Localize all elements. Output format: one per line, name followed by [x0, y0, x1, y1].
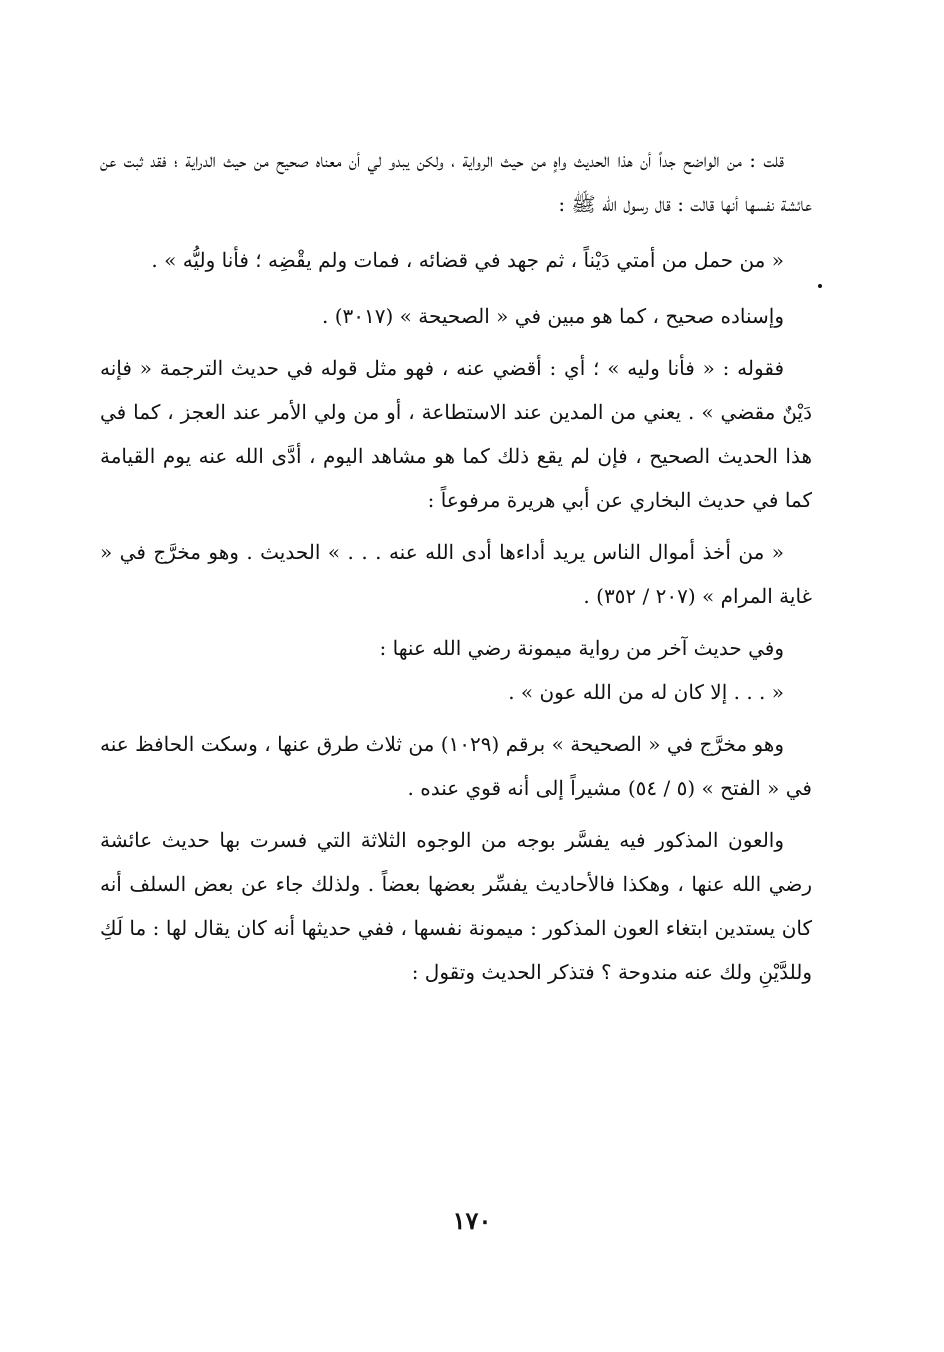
paragraph-hadith-quote: « من حمل من أمتي دَيْناً ، ثم جهد في قضائه ، فمات ولم يقْضِه ؛ فأنا وليُّه » . [151, 248, 784, 272]
page-number: ١٧٠ [452, 1206, 492, 1235]
paragraph-maymuna-quote: « . . . إلا كان له من الله عون » . [508, 680, 784, 704]
page-body [100, 138, 812, 994]
paragraph-takhrij: وهو مخرَّج في « الصحيحة » برقم (١٠٢٩) من ثلاث طرق عنها ، وسكت الحافظ عنه في « الفتح » (٥ / ٥٤) مشيراً إلى أنه قوي عنده . [100, 732, 812, 800]
paragraph-isnad: وإسناده صحيح ، كما هو مبين في « الصحيحة » (٣٠١٧) . [322, 304, 784, 328]
paragraph-comment: قلت : من الواضح جداً أن هذا الحديث واهٍ من حيث الرواية ، ولكن يبدو لي أن معناه صحيح من حيث الدراية ؛ فقد ثبت عن عائشة نفسها أنها قالت : قال رسول الله ﷺ : [100, 148, 812, 216]
paragraph-bukhari-quote: « من أخذ أموال الناس يريد أداءها أدى الله عنه . . . » الحديث . وهو مخرَّج في « غاية المرام » (٢٠٧ / ٣٥٢) . [100, 540, 812, 608]
paragraph-explanation: فقوله : « فأنا وليه » ؛ أي : أقضي عنه ، فهو مثل قوله في حديث الترجمة « فإنه دَيْنٌ مقضي » . يعني من المدين عند الاستطاعة ، أو من ولي الأمر عند العجز ، كما في هذا الحديث الصحيح ، فإن لم يقع ذلك كما هو مشاهد اليوم ، أدَّى الله عنه يوم القيامة كما في حديث البخاري عن أبي هريرة مرفوعاً : [100, 356, 812, 512]
ink-dot [818, 284, 822, 288]
paragraph-maymuna-intro: وفي حديث آخر من رواية ميمونة رضي الله عنها : [379, 636, 784, 660]
paragraph-awn-explanation: والعون المذكور فيه يفسَّر بوجه من الوجوه الثلاثة التي فسرت بها حديث عائشة رضي الله عنها ، وهكذا فالأحاديث يفسِّر بعضها بعضاً . ولذلك جاء عن بعض السلف أنه كان يستدين ابتغاء العون المذكور : ميمونة نفسها ، ففي حديثها أنه كان يقال لها : ما لَكِ وللدَّيْنِ ولك عنه مندوحة ؟ فتذكر الحديث وتقول : [100, 828, 812, 984]
